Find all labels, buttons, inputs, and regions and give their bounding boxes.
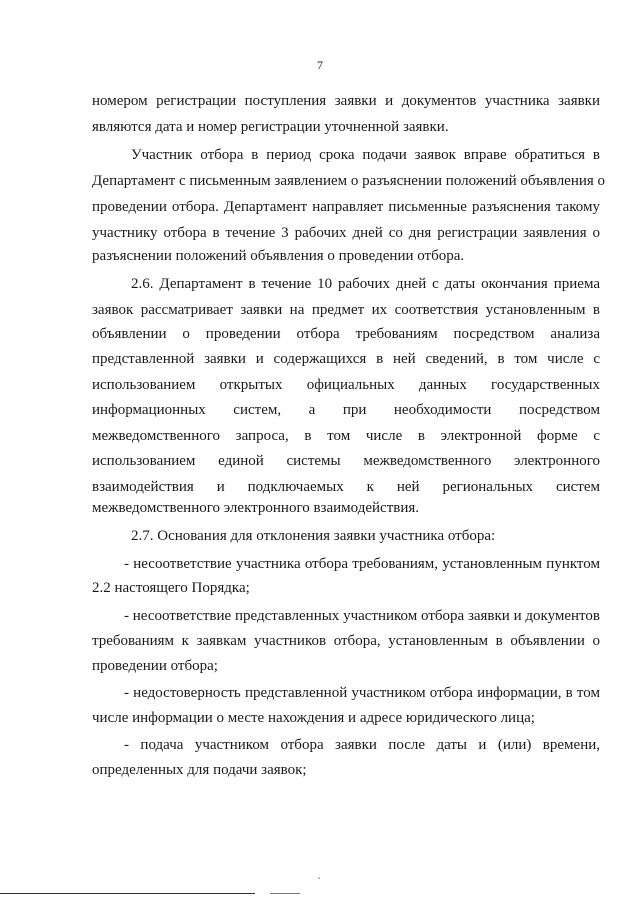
text-line: 2.2 настоящего Порядка; bbox=[92, 580, 250, 596]
text-line: определенных для подачи заявок; bbox=[92, 762, 307, 778]
text-line: требованиям к заявкам участников отбора, установленным в объявлении о bbox=[92, 633, 600, 649]
text-line: объявлении о проведении отбора требованиям посредством анализа bbox=[92, 326, 600, 342]
text-line: 2.6. Департамент в течение 10 рабочих дней с даты окончания приема bbox=[131, 276, 600, 292]
text-line: взаимодействия и подключаемых к ней региональных систем bbox=[92, 479, 600, 495]
page-number: 7 bbox=[317, 58, 323, 72]
text-line: представленной заявки и содержащихся в ней сведений, в том числе с bbox=[92, 351, 600, 367]
text-line: - недостоверность представленной участником отбора информации, в том bbox=[124, 685, 600, 701]
text-line: участнику отбора в течение 3 рабочих дней со дня регистрации заявления о bbox=[92, 225, 600, 241]
text-line: проведении отбора; bbox=[92, 658, 218, 674]
text-line: межведомственного электронного взаимодействия. bbox=[92, 500, 420, 516]
text-line: Участник отбора в период срока подачи заявок вправе обратиться в bbox=[131, 147, 600, 163]
text-line: являются дата и номер регистрации уточненной заявки. bbox=[92, 119, 449, 135]
text-line: - подача участником отбора заявки после даты и (или) времени, bbox=[124, 737, 600, 753]
text-line: использованием открытых официальных данных государственных bbox=[92, 377, 600, 393]
scan-speck bbox=[318, 877, 320, 879]
text-line: - несоответствие представленных участником отбора заявки и документов bbox=[124, 608, 600, 624]
text-line: Департамент с письменным заявлением о разъяснении положений объявления о bbox=[92, 173, 606, 189]
text-line: проведении отбора. Департамент направляет письменные разъяснения такому bbox=[92, 199, 600, 215]
text-line: межведомственного запроса, в том числе в электронной форме с bbox=[92, 428, 600, 444]
text-line: разъяснении положений объявления о проведении отбора. bbox=[92, 248, 465, 264]
text-line: номером регистрации поступления заявки и документов участника заявки bbox=[92, 93, 600, 109]
text-line: заявок рассматривает заявки на предмет их соответствия установленным в bbox=[92, 302, 600, 318]
bottom-rule bbox=[270, 893, 300, 894]
text-line: 2.7. Основания для отклонения заявки участника отбора: bbox=[131, 528, 496, 544]
text-line: информационных систем, а при необходимости посредством bbox=[92, 402, 600, 418]
text-line: - несоответствие участника отбора требованиям, установленным пунктом bbox=[124, 556, 600, 572]
text-line: использованием единой системы межведомственного электронного bbox=[92, 453, 600, 469]
bottom-rule bbox=[0, 893, 255, 894]
text-line: числе информации о месте нахождения и адресе юридического лица; bbox=[92, 710, 535, 726]
